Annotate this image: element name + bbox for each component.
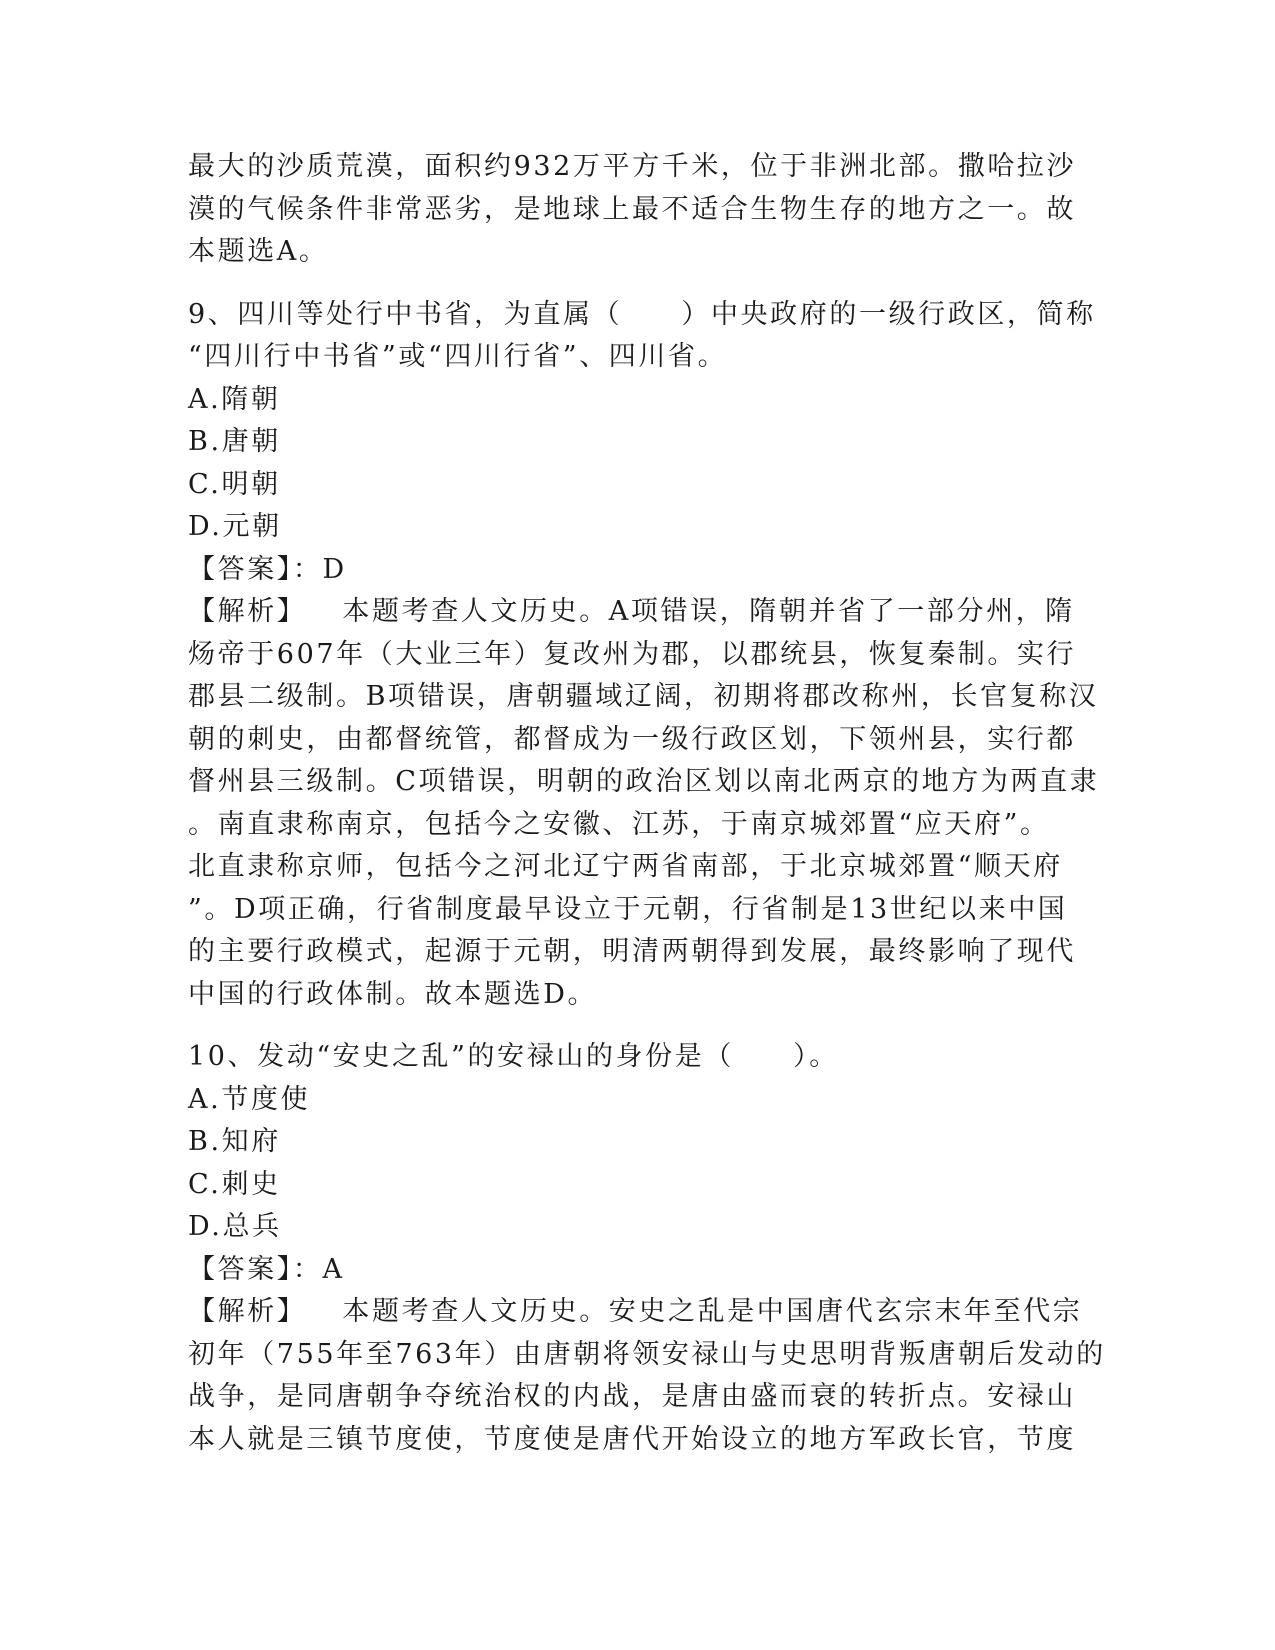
analysis-line: 的主要行政模式，起源于元朝，明清两朝得到发展，最终影响了现代 [188, 936, 1076, 967]
analysis-line: 炀帝于607年（大业三年）复改州为郡，以郡统县，恢复秦制。实行 [188, 638, 1077, 670]
analysis-label: 【解析】 [188, 1296, 307, 1327]
analysis-line: 北直隶称京师，包括今之河北辽宁两省南部，于北京城郊置“顺天府 [188, 851, 1063, 882]
option-c: C.明朝 [188, 468, 281, 500]
analysis-first-line [188, 1291, 1088, 1334]
option-d: D.总兵 [188, 1211, 282, 1242]
analysis-line: 战争，是同唐朝争夺统治权的内战，是唐由盛而衰的转折点。安禄山 [188, 1381, 1076, 1412]
analysis-line: 初年（755年至763年）由唐朝将领安禄山与史思明背叛唐朝后发动的 [188, 1338, 1106, 1370]
option-b: B.唐朝 [188, 426, 281, 457]
analysis-text: 本题考查人文历史。A项错误，隋朝并省了一部分州，隋 [342, 596, 1075, 627]
analysis-line: 督州县三级制。C项错误，明朝的政治区划以南北两京的地方为两直隶 [188, 766, 1100, 797]
analysis-line: 朝的刺史，由都督统管，都督成为一级行政区划，下领州县，实行都 [188, 723, 1076, 755]
analysis-line: ”。D项正确，行省制度最早设立于元朝，行省制是13世纪以来中国 [188, 893, 1068, 925]
question-9 [188, 294, 1100, 1017]
page-content [188, 146, 1106, 1461]
analysis-line: 。南直隶称南京，包括今之安徽、江苏，于南京城郊置“应天府”。 [188, 808, 1050, 840]
question-stem: “四川行中书省”或“四川行省”、四川省。 [188, 341, 728, 372]
option-b: B.知府 [188, 1126, 281, 1157]
analysis-line: 中国的行政体制。故本题选D。 [188, 978, 598, 1010]
analysis-line: 本人就是三镇节度使，节度使是唐代开始设立的地方军政长官，节度 [188, 1423, 1076, 1455]
option-c: C.刺史 [188, 1168, 281, 1200]
spacer [188, 274, 1088, 294]
question-10 [188, 1036, 1106, 1461]
text-line: 漠的气候条件非常恶劣，是地球上最不适合生物生存的地方之一。故 [188, 193, 1076, 225]
analysis-text: 本题考查人文历史。安史之乱是中国唐代玄宗末年至代宗 [342, 1296, 1083, 1327]
question-stem: 10、发动“安史之乱”的安禄山的身份是（ ）。 [188, 1041, 839, 1072]
question-stem: 9、四川等处行中书省，为直属（ ）中央政府的一级行政区，简称 [188, 298, 1096, 330]
text-line: 最大的沙质荒漠，面积约932万平方千米，位于非洲北部。撒哈拉沙 [188, 151, 1077, 182]
text-line: 本题选A。 [188, 236, 329, 267]
answer-line: 【答案】：D [188, 553, 347, 585]
previous-analysis-continuation [188, 146, 1088, 274]
option-a: A.节度使 [188, 1083, 311, 1115]
answer-line: 【答案】：A [188, 1253, 345, 1285]
spacer [188, 1016, 1088, 1036]
analysis-first-line [188, 591, 1088, 634]
analysis-line: 郡县二级制。B项错误，唐朝疆域辽阔，初期将郡改称州，长官复称汉 [188, 681, 1099, 712]
option-d: D.元朝 [188, 511, 282, 542]
option-a: A.隋朝 [188, 383, 281, 415]
analysis-label: 【解析】 [188, 596, 307, 627]
